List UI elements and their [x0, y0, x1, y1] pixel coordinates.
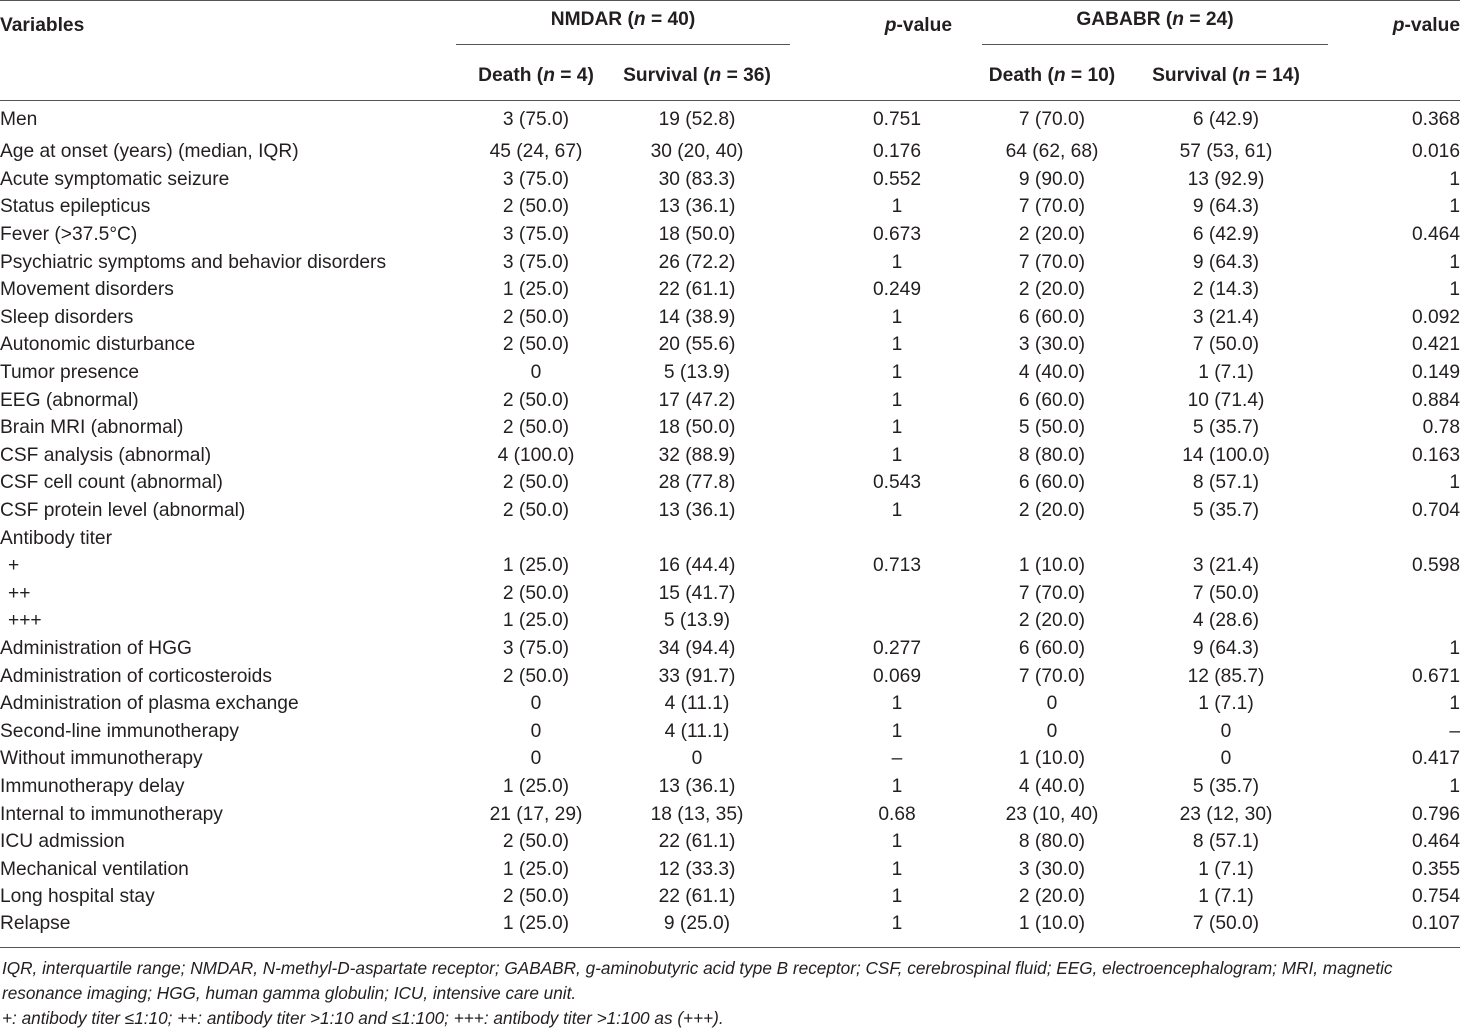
gababr-pvalue-cell: 0.704	[1411, 500, 1460, 522]
gababr-survival-cell: 8 (57.1)	[1192, 472, 1260, 494]
nmdar-survival-cell: 15 (41.7)	[658, 582, 736, 604]
table-row	[0, 497, 1460, 525]
gababr-pvalue-cell: 0.368	[1411, 108, 1460, 130]
variable-cell: Antibody titer	[0, 527, 112, 549]
variable-cell: Tumor presence	[0, 362, 139, 384]
nmdar-pvalue-cell: 1	[891, 196, 903, 218]
variable-cell: ++	[8, 582, 31, 604]
nmdar-pvalue-cell	[792, 525, 972, 553]
table-body	[0, 101, 1460, 948]
table-row	[0, 856, 1460, 884]
nmdar-death-cell: 3 (75.0)	[502, 251, 570, 273]
gababr-pvalue-cell: 0.355	[1411, 858, 1460, 880]
nmdar-death-cell: 1 (25.0)	[502, 610, 570, 632]
variable-cell: Administration of corticosteroids	[0, 665, 272, 687]
gababr-death-cell: 6 (60.0)	[1018, 637, 1086, 659]
gababr-death-cell: 64 (62, 68)	[1005, 141, 1099, 163]
gababr-pvalue-cell: 0.464	[1411, 831, 1460, 853]
gababr-pvalue-cell	[1330, 580, 1460, 608]
gababr-survival-cell: 5 (35.7)	[1192, 500, 1260, 522]
variable-cell: EEG (abnormal)	[0, 389, 139, 411]
nmdar-death-cell: 0	[530, 748, 542, 770]
nmdar-survival-cell: 18 (50.0)	[658, 224, 736, 246]
nmdar-pvalue-cell: 0.68	[878, 803, 916, 825]
nmdar-survival-cell: 30 (83.3)	[658, 168, 736, 190]
table-row	[0, 332, 1460, 360]
gababr-death-cell: 6 (60.0)	[1018, 306, 1086, 328]
gababr-death-cell: 2 (20.0)	[1018, 279, 1086, 301]
variables-header: Variables	[0, 1, 430, 101]
gababr-death-header: Death (n = 10)	[972, 53, 1122, 101]
nmdar-pvalue-cell: 0.751	[872, 108, 921, 130]
gababr-survival-cell: 6 (42.9)	[1192, 108, 1260, 130]
nmdar-death-cell: 2 (50.0)	[502, 500, 570, 522]
gababr-pvalue-cell: 1	[1449, 168, 1460, 190]
gababr-death-cell: 8 (80.0)	[1018, 831, 1086, 853]
table-row	[0, 194, 1460, 222]
nmdar-death-cell: 2 (50.0)	[502, 472, 570, 494]
nmdar-death-cell: 3 (75.0)	[502, 637, 570, 659]
gababr-survival-cell: 13 (92.9)	[1187, 168, 1265, 190]
table-row	[0, 414, 1460, 442]
gababr-pvalue-cell: 0.598	[1411, 555, 1460, 577]
gababr-pvalue-cell: 0.796	[1411, 803, 1460, 825]
nmdar-death-cell: 0	[530, 362, 542, 384]
gababr-pvalue-cell: 0.421	[1411, 334, 1460, 356]
nmdar-survival-cell: 26 (72.2)	[658, 251, 736, 273]
gababr-pvalue-cell: 0.016	[1411, 141, 1460, 163]
nmdar-death-cell: 2 (50.0)	[502, 417, 570, 439]
variable-cell: Acute symptomatic seizure	[0, 168, 230, 190]
nmdar-pvalue-cell: 1	[891, 886, 903, 908]
nmdar-death-cell: 21 (17, 29)	[489, 803, 583, 825]
table-row	[0, 525, 1460, 553]
table-footnotes	[2, 956, 1458, 1031]
nmdar-survival-cell: 18 (50.0)	[658, 417, 736, 439]
nmdar-pvalue-cell: 1	[891, 858, 903, 880]
gababr-pvalue-cell: 0.78	[1422, 417, 1460, 439]
table-row	[0, 801, 1460, 829]
variable-cell: Age at onset (years) (median, IQR)	[0, 141, 299, 163]
gababr-survival-cell: 9 (64.3)	[1192, 196, 1260, 218]
table-row	[0, 608, 1460, 636]
gababr-survival-cell: 7 (50.0)	[1192, 913, 1260, 935]
gababr-death-cell: 8 (80.0)	[1018, 444, 1086, 466]
nmdar-death-cell	[430, 525, 602, 553]
nmdar-death-cell: 2 (50.0)	[502, 665, 570, 687]
gababr-pvalue-cell: 1	[1449, 472, 1460, 494]
gababr-survival-header: Survival (n = 14)	[1122, 53, 1330, 101]
nmdar-survival-cell: 20 (55.6)	[658, 334, 736, 356]
gababr-death-cell: 7 (70.0)	[1018, 108, 1086, 130]
nmdar-pvalue-cell: 0.552	[872, 168, 921, 190]
gababr-survival-cell: 1 (7.1)	[1198, 886, 1254, 908]
nmdar-survival-cell: 4 (11.1)	[664, 693, 730, 715]
nmdar-survival-cell: 18 (13, 35)	[650, 803, 744, 825]
variable-cell: Brain MRI (abnormal)	[0, 417, 184, 439]
nmdar-death-cell: 0	[530, 720, 542, 742]
nmdar-pvalue-cell: 1	[891, 251, 903, 273]
nmdar-death-cell: 2 (50.0)	[502, 196, 570, 218]
gababr-survival-cell: 1 (7.1)	[1198, 693, 1254, 715]
nmdar-death-cell: 2 (50.0)	[502, 831, 570, 853]
gababr-survival-cell: 12 (85.7)	[1187, 665, 1265, 687]
table-row	[0, 221, 1460, 249]
gababr-pvalue-cell	[1330, 525, 1460, 553]
nmdar-death-cell: 2 (50.0)	[502, 886, 570, 908]
nmdar-survival-cell: 13 (36.1)	[658, 196, 736, 218]
variable-cell: Mechanical ventilation	[0, 858, 189, 880]
nmdar-death-cell: 4 (100.0)	[497, 444, 575, 466]
gababr-survival-cell: 5 (35.7)	[1192, 417, 1260, 439]
gababr-death-cell: 5 (50.0)	[1018, 417, 1086, 439]
variable-cell: CSF protein level (abnormal)	[0, 500, 246, 522]
nmdar-pvalue-cell: 1	[891, 417, 903, 439]
gababr-survival-cell: 57 (53, 61)	[1179, 141, 1273, 163]
variable-cell: Without immunotherapy	[0, 748, 203, 770]
gababr-survival-cell: 10 (71.4)	[1187, 389, 1265, 411]
nmdar-death-cell: 1 (25.0)	[502, 555, 570, 577]
nmdar-survival-cell: 22 (61.1)	[658, 279, 736, 301]
gababr-pvalue-cell: 0.163	[1411, 444, 1460, 466]
nmdar-group-header: NMDAR (n = 40)	[430, 1, 792, 53]
table-row	[0, 101, 1460, 139]
variable-cell: Relapse	[0, 913, 71, 935]
gababr-death-cell: 9 (90.0)	[1018, 168, 1086, 190]
table-row	[0, 663, 1460, 691]
nmdar-survival-header: Survival (n = 36)	[602, 53, 792, 101]
nmdar-pvalue-cell: 0.543	[872, 472, 921, 494]
nmdar-survival-cell: 22 (61.1)	[658, 886, 736, 908]
gababr-group-header: GABABR (n = 24)	[972, 1, 1330, 53]
gababr-death-cell: 4 (40.0)	[1018, 775, 1086, 797]
gababr-pvalue-cell: 1	[1449, 637, 1460, 659]
nmdar-pvalue-cell: 1	[891, 362, 903, 384]
variable-cell: Sleep disorders	[0, 306, 134, 328]
nmdar-survival-cell: 16 (44.4)	[658, 555, 736, 577]
nmdar-pvalue-cell: 1	[891, 775, 903, 797]
nmdar-pvalue-cell: 1	[891, 913, 903, 935]
gababr-death-cell	[972, 525, 1122, 553]
nmdar-survival-cell: 9 (25.0)	[663, 913, 731, 935]
nmdar-death-cell: 3 (75.0)	[502, 108, 570, 130]
table-row	[0, 276, 1460, 304]
gababr-death-cell: 2 (20.0)	[1018, 224, 1086, 246]
nmdar-pvalue-cell: 0.176	[872, 141, 921, 163]
table-row	[0, 635, 1460, 663]
gababr-pvalue-cell: 0.671	[1411, 665, 1460, 687]
table-header	[0, 1, 1460, 101]
nmdar-survival-cell: 4 (11.1)	[664, 720, 730, 742]
gababr-pvalue-cell: 0.417	[1411, 748, 1460, 770]
gababr-death-cell: 7 (70.0)	[1018, 582, 1086, 604]
variable-cell: Movement disorders	[0, 279, 174, 301]
titer-footnote: +: antibody titer ≤1:10; ++: antibody titer >1:10 and ≤1:100; +++: antibody titer >1:100 as (+++).	[2, 1008, 724, 1028]
nmdar-survival-cell: 0	[691, 748, 703, 770]
nmdar-survival-cell: 19 (52.8)	[658, 108, 736, 130]
nmdar-death-cell: 2 (50.0)	[502, 306, 570, 328]
gababr-death-cell: 3 (30.0)	[1018, 334, 1086, 356]
gababr-pvalue-cell: 1	[1449, 196, 1460, 218]
variable-cell: CSF cell count (abnormal)	[0, 472, 223, 494]
gababr-death-cell: 4 (40.0)	[1018, 362, 1086, 384]
table-row	[0, 828, 1460, 856]
variable-cell: ICU admission	[0, 831, 125, 853]
variable-cell: Status epilepticus	[0, 196, 151, 218]
variable-cell: Long hospital stay	[0, 886, 155, 908]
nmdar-death-cell: 0	[530, 693, 542, 715]
gababr-death-cell: 1 (10.0)	[1018, 555, 1086, 577]
table-row	[0, 249, 1460, 277]
table-row	[0, 139, 1460, 167]
nmdar-pvalue-cell: 0.249	[872, 279, 921, 301]
gababr-death-cell: 6 (60.0)	[1018, 389, 1086, 411]
gababr-pvalue-cell: 1	[1449, 279, 1460, 301]
table-row	[0, 166, 1460, 194]
gababr-survival-cell: 14 (100.0)	[1182, 444, 1270, 466]
variable-cell: +	[8, 555, 20, 577]
table-row	[0, 387, 1460, 415]
gababr-survival-cell: 23 (12, 30)	[1179, 803, 1273, 825]
gababr-survival-cell: 6 (42.9)	[1192, 224, 1260, 246]
nmdar-death-cell: 1 (25.0)	[502, 913, 570, 935]
gababr-survival-cell: 1 (7.1)	[1198, 362, 1254, 384]
table-row	[0, 359, 1460, 387]
table-row	[0, 911, 1460, 947]
abbreviations-footnote: IQR, interquartile range; NMDAR, N-methyl-D-aspartate receptor; GABABR, g-aminobutyric acid type B receptor; CSF, cerebrospinal fluid; EEG, electroencephalogram; MRI, magnetic resonance imaging; HGG, human gamma globulin; ICU, intensive care unit.	[2, 958, 1393, 1003]
nmdar-survival-cell: 28 (77.8)	[658, 472, 736, 494]
nmdar-pvalue-cell: 1	[891, 500, 903, 522]
nmdar-death-cell: 1 (25.0)	[502, 775, 570, 797]
gababr-pvalue-cell: –	[1449, 720, 1460, 742]
gababr-death-cell: 0	[1046, 720, 1058, 742]
nmdar-survival-cell: 17 (47.2)	[658, 389, 736, 411]
table-row	[0, 718, 1460, 746]
gababr-pvalue-cell: 0.149	[1411, 362, 1460, 384]
nmdar-death-cell: 3 (75.0)	[502, 168, 570, 190]
variable-cell: Men	[0, 108, 38, 130]
nmdar-survival-cell: 32 (88.9)	[658, 444, 736, 466]
gababr-death-cell: 2 (20.0)	[1018, 886, 1086, 908]
nmdar-pvalue-cell: 0.069	[872, 665, 921, 687]
nmdar-survival-cell: 13 (36.1)	[658, 775, 736, 797]
table-row	[0, 580, 1460, 608]
table-row	[0, 746, 1460, 774]
nmdar-survival-cell: 12 (33.3)	[658, 858, 736, 880]
table-row	[0, 470, 1460, 498]
gababr-pvalue-cell: 0.884	[1411, 389, 1460, 411]
nmdar-pvalue-cell: 1	[891, 306, 903, 328]
gababr-pvalue-header: p-value	[1330, 1, 1460, 101]
nmdar-survival-cell: 30 (20, 40)	[650, 141, 744, 163]
nmdar-survival-cell: 22 (61.1)	[658, 831, 736, 853]
gababr-survival-cell: 1 (7.1)	[1198, 858, 1254, 880]
gababr-pvalue-cell: 1	[1449, 775, 1460, 797]
gababr-death-cell: 1 (10.0)	[1018, 913, 1086, 935]
variable-cell: Administration of plasma exchange	[0, 693, 299, 715]
gababr-death-cell: 3 (30.0)	[1018, 858, 1086, 880]
table-row	[0, 442, 1460, 470]
gababr-survival-cell: 3 (21.4)	[1192, 306, 1260, 328]
gababr-pvalue-cell: 0.464	[1411, 224, 1460, 246]
nmdar-survival-cell: 33 (91.7)	[658, 665, 736, 687]
nmdar-pvalue-cell: 1	[891, 831, 903, 853]
nmdar-death-cell: 1 (25.0)	[502, 279, 570, 301]
table-row	[0, 884, 1460, 912]
nmdar-death-cell: 3 (75.0)	[502, 224, 570, 246]
gababr-survival-cell: 7 (50.0)	[1192, 334, 1260, 356]
table-row	[0, 552, 1460, 580]
variable-cell: Autonomic disturbance	[0, 334, 196, 356]
gababr-death-cell: 2 (20.0)	[1018, 610, 1086, 632]
gababr-survival-cell: 3 (21.4)	[1192, 555, 1260, 577]
gababr-death-cell: 7 (70.0)	[1018, 196, 1086, 218]
gababr-pvalue-cell: 0.092	[1411, 306, 1460, 328]
variable-cell: CSF analysis (abnormal)	[0, 444, 212, 466]
gababr-death-cell: 7 (70.0)	[1018, 665, 1086, 687]
gababr-death-cell: 1 (10.0)	[1018, 748, 1086, 770]
gababr-survival-cell: 4 (28.6)	[1192, 610, 1260, 632]
nmdar-pvalue-cell: 1	[891, 693, 903, 715]
nmdar-survival-cell: 34 (94.4)	[658, 637, 736, 659]
variable-cell: Fever (>37.5°C)	[0, 224, 138, 246]
nmdar-pvalue-cell: 1	[891, 444, 903, 466]
gababr-survival-cell: 9 (64.3)	[1192, 637, 1260, 659]
nmdar-pvalue-cell	[792, 608, 972, 636]
variable-cell: Internal to immunotherapy	[0, 803, 223, 825]
nmdar-death-cell: 45 (24, 67)	[489, 141, 583, 163]
table-row	[0, 773, 1460, 801]
nmdar-survival-cell: 5 (13.9)	[663, 362, 731, 384]
gababr-death-cell: 0	[1046, 693, 1058, 715]
variable-cell: Psychiatric symptoms and behavior disorders	[0, 251, 387, 273]
gababr-pvalue-cell	[1330, 608, 1460, 636]
nmdar-death-header: Death (n = 4)	[430, 53, 602, 101]
table-row	[0, 690, 1460, 718]
nmdar-death-cell: 2 (50.0)	[502, 389, 570, 411]
gababr-survival-cell	[1122, 525, 1330, 553]
nmdar-pvalue-cell: 0.277	[872, 637, 921, 659]
nmdar-death-cell: 2 (50.0)	[502, 582, 570, 604]
nmdar-survival-cell	[602, 525, 792, 553]
variable-cell: Administration of HGG	[0, 637, 192, 659]
nmdar-pvalue-cell: –	[891, 748, 903, 770]
nmdar-survival-cell: 13 (36.1)	[658, 500, 736, 522]
gababr-survival-cell: 0	[1220, 748, 1232, 770]
gababr-death-cell: 7 (70.0)	[1018, 251, 1086, 273]
nmdar-survival-cell: 14 (38.9)	[658, 306, 736, 328]
gababr-pvalue-cell: 0.754	[1411, 886, 1460, 908]
nmdar-pvalue-cell: 1	[891, 334, 903, 356]
gababr-survival-cell: 8 (57.1)	[1192, 831, 1260, 853]
variable-cell: Second-line immunotherapy	[0, 720, 239, 742]
nmdar-pvalue-cell: 1	[891, 389, 903, 411]
nmdar-pvalue-cell: 1	[891, 720, 903, 742]
gababr-survival-cell: 5 (35.7)	[1192, 775, 1260, 797]
gababr-pvalue-cell: 0.107	[1411, 913, 1460, 935]
gababr-pvalue-cell: 1	[1449, 251, 1460, 273]
nmdar-death-cell: 2 (50.0)	[502, 334, 570, 356]
gababr-death-cell: 2 (20.0)	[1018, 500, 1086, 522]
gababr-survival-cell: 2 (14.3)	[1192, 279, 1260, 301]
nmdar-death-cell: 1 (25.0)	[502, 858, 570, 880]
nmdar-pvalue-cell: 0.713	[872, 555, 921, 577]
gababr-death-cell: 6 (60.0)	[1018, 472, 1086, 494]
variable-cell: +++	[8, 610, 42, 632]
nmdar-survival-cell: 5 (13.9)	[663, 610, 731, 632]
nmdar-pvalue-cell	[792, 580, 972, 608]
gababr-pvalue-cell: 1	[1449, 693, 1460, 715]
gababr-death-cell: 23 (10, 40)	[1005, 803, 1099, 825]
gababr-survival-cell: 0	[1220, 720, 1232, 742]
gababr-survival-cell: 9 (64.3)	[1192, 251, 1260, 273]
nmdar-pvalue-cell: 0.673	[872, 224, 921, 246]
gababr-survival-cell: 7 (50.0)	[1192, 582, 1260, 604]
nmdar-pvalue-header: p-value	[792, 1, 972, 101]
table-row	[0, 304, 1460, 332]
variable-cell: Immunotherapy delay	[0, 775, 185, 797]
